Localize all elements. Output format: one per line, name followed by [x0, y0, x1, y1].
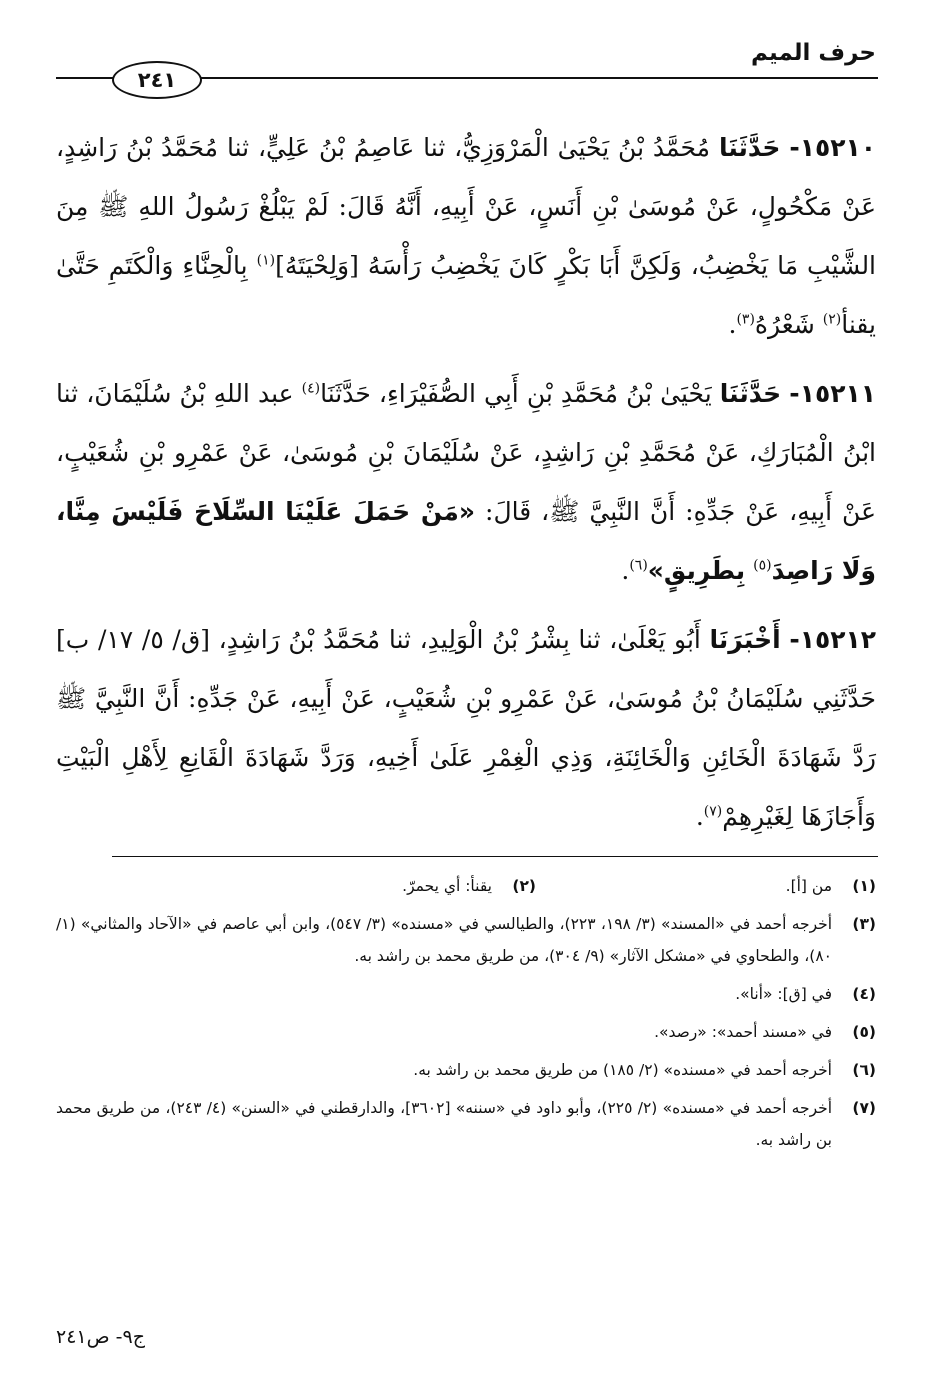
footnote-number: (٢) [512, 877, 536, 895]
hadith-keyword: أَخْبَرَنَا [709, 625, 781, 654]
footnote-text: يقنأ: أي يحمرّ. [402, 877, 492, 895]
hadith-text: بِالْحِنَّاءِ وَالْكَتَمِ حَتَّىٰ يقنأ [56, 251, 876, 339]
footnote-text: في «مسند أحمد»: «رصد». [654, 1023, 832, 1041]
footnote-separator [112, 856, 878, 857]
footnote-7 [56, 1092, 876, 1156]
hadith-text: عبد اللهِ بْنُ سُلَيْمَانَ، ثنا ابْنُ الْمُبَارَكِ، عَنْ مُحَمَّدِ بْنِ رَاشِدٍ، عَنْ سُلَيْمَانَ بْنِ مُوسَىٰ، عَنْ عَمْرِو بْنِ شُعَيْبٍ، عَنْ أَبِيهِ، عَنْ جَدِّهِ: أَنَّ النَّبِيَّ ﷺ، قَالَ: [56, 379, 876, 526]
footnote-3 [56, 908, 876, 972]
footnote-1 [536, 870, 876, 902]
footnote-number: (٦) [852, 1061, 876, 1079]
footnote-2 [196, 870, 536, 902]
footnote-number: (١) [852, 877, 876, 895]
footnote-text: أخرجه أحمد في «مسنده» (٢/ ٢٢٥)، وأبو داود في «سننه» [٣٦٠٢]، والدارقطني في «السنن» (٤/ ٢٤٣)، من طريق محمد بن راشد به. [56, 1099, 833, 1149]
footnote-ref: (٤) [301, 380, 321, 397]
footnote-4 [56, 978, 876, 1010]
footnote-number: (٧) [852, 1099, 876, 1117]
hadith-text: . [728, 310, 737, 339]
hadith-text: شَعْرُهُ [754, 310, 815, 339]
footnote-5 [56, 1016, 876, 1048]
hadith-text: مُحَمَّدُ بْنُ يَحْيَىٰ الْمَرْوَزِيُّ، ثنا عَاصِمُ بْنُ عَلِيٍّ، ثنا مُحَمَّدُ بْنُ رَاشِدٍ، عَنْ مَكْحُولٍ، عَنْ مُوسَىٰ بْنِ أَنَسٍ، عَنْ أَبِيهِ، أَنَّهُ قَالَ: لَمْ يَبْلُغْ رَسُولُ اللهِ ﷺ مِنَ الشَّيْبِ مَا يَخْضِبُ، وَلَكِنَّ أَبَا بَكْرٍ كَانَ يَخْضِبُ رَأْسَهُ [وَلِحْيَتَهُ] [56, 133, 877, 280]
footnote-text: أخرجه أحمد في «المسند» (٣/ ١٩٨، ٢٢٣)، والطيالسي في «مسنده» (٣/ ٥٤٧)، وابن أبي عاصم في «الآحاد والمثاني» (١/ ٨٠)، والطحاوي في «مشكل الآثار» (٩/ ٣٠٤)، من طريق محمد بن راشد به. [56, 915, 833, 965]
hadith-number: ١٥٢١٠- [789, 133, 876, 162]
hadith-text: أَبُو يَعْلَىٰ، ثنا بِشْرُ بْنُ الْوَلِيدِ، ثنا مُحَمَّدُ بْنُ رَاشِدٍ، [ق/ ٥/ ١٧/ ب] حَدَّثَنِي سُلَيْمَانُ بْنُ مُوسَىٰ، عَنْ عَمْرِو بْنِ شُعَيْبٍ، عَنْ أَبِيهِ، عَنْ جَدِّهِ: أَنَّ النَّبِيَّ ﷺ رَدَّ شَهَادَةَ الْخَائِنِ وَالْخَائِنَةِ، وَذِي الْغِمْرِ عَلَىٰ أَخِيهِ، وَرَدَّ شَهَادَةَ الْقَانِعِ لِأَهْلِ الْبَيْتِ وَأَجَازَهَا لِغَيْرِهِمْ [56, 625, 876, 831]
main-text [56, 118, 876, 856]
footnote-text: من [أ]. [785, 877, 832, 895]
footnote-row [56, 870, 876, 908]
hadith-matn: «مَنْ حَمَلَ عَلَيْنَا السِّلَاحَ فَلَيْسَ مِنَّا، وَلَا رَاصِدَ [56, 497, 876, 585]
hadith-15210 [56, 118, 876, 354]
footnote-6 [56, 1054, 876, 1086]
hadith-text: يَحْيَىٰ بْنُ مُحَمَّدِ بْنِ أَبِي الصُّفَيْرَاءِ، حَدَّثَنَا [320, 379, 712, 408]
footnote-number: (٤) [852, 985, 876, 1003]
footnote-text: في [ق]: «أنا». [735, 985, 832, 1003]
hadith-number: ١٥٢١١- [789, 379, 876, 408]
hadith-keyword: حَدَّثَنَا [719, 379, 782, 408]
footnotes [56, 870, 876, 1162]
footnote-text: أخرجه أحمد في «مسنده» (٢/ ١٨٥) من طريق محمد بن راشد به. [413, 1061, 832, 1079]
footnote-ref: (٦) [629, 557, 648, 574]
footnote-ref: (٥) [753, 557, 772, 574]
hadith-text: . [621, 556, 630, 585]
footnote-ref: (١) [256, 252, 276, 269]
chapter-title: حرف الميم [751, 40, 876, 66]
footnote-number: (٥) [852, 1023, 876, 1041]
hadith-matn: بِطَرِيقٍ» [647, 556, 746, 585]
footnote-number: (٣) [852, 915, 876, 933]
footnote-ref: (٣) [736, 311, 755, 328]
hadith-keyword: حَدَّثَنَا [718, 133, 781, 162]
volume-page-footer: ج٩- ص٢٤١ [56, 1326, 145, 1348]
hadith-15212 [56, 610, 876, 846]
hadith-text: . [695, 802, 704, 831]
footnote-ref: (٧) [703, 803, 723, 820]
hadith-15211 [56, 364, 876, 600]
hadith-number: ١٥٢١٢- [789, 625, 876, 654]
page-number-badge: ٢٤١ [112, 61, 202, 99]
footnote-ref: (٢) [822, 311, 842, 328]
